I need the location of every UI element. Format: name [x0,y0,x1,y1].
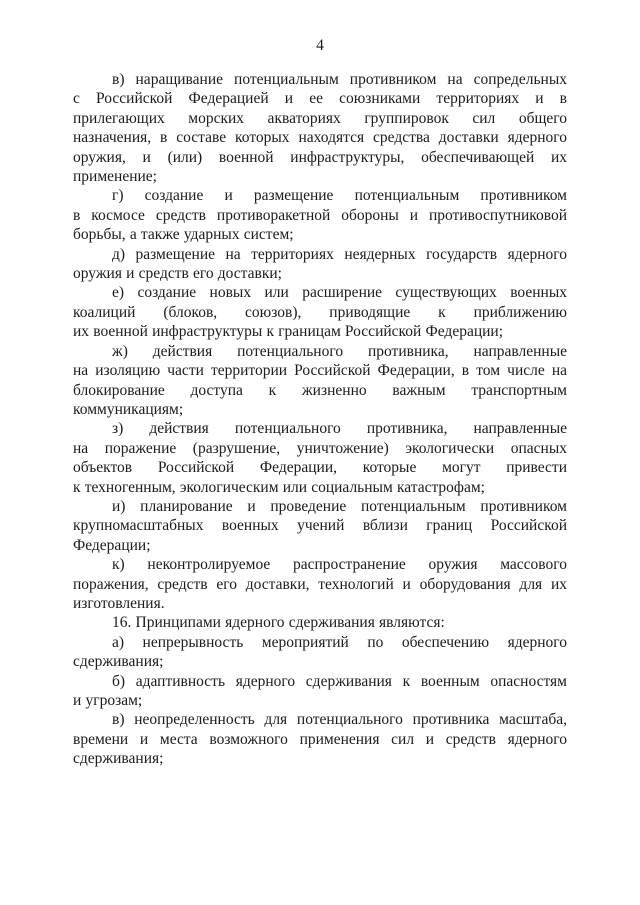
text-line: борьбы, а также ударных систем; [73,226,294,244]
text-line: а) непрерывность мероприятий по обеспечению ядерного [112,633,567,651]
text-line: времени и места возможного применения сил и средств ядерного [73,730,567,748]
paragraph [73,283,567,341]
page-number: 4 [316,37,324,54]
text-line: с Российской Федерацией и ее союзниками территориях и в [73,90,567,108]
text-line: блокирование доступа к жизненно важным транспортным [73,381,567,399]
text-line: применение; [73,168,157,186]
text-line: в космосе средств противоракетной обороны и противоспутниковой [73,206,567,224]
text-line: в) неопределенность для потенциального противника масштаба, [112,711,567,729]
text-line: з) действия потенциального противника, направленные [112,420,567,438]
text-line: на изоляцию части территории Российской Федерации, в том числе на [73,362,567,380]
text-line: крупномасштабных военных учений вблизи границ Российской [73,517,567,535]
paragraph [73,419,567,497]
text-line: и) планирование и проведение потенциальным противником [112,497,567,515]
text-line: д) размещение на территориях неядерных государств ядерного [112,245,567,263]
paragraph [73,555,567,613]
text-line: сдерживания; [73,653,164,671]
text-line: их военной инфраструктуры к границам Российской Федерации; [73,323,504,341]
text-line: е) создание новых или расширение существующих военных [112,284,567,302]
text-line: Федерации; [73,536,151,554]
paragraph [73,497,567,555]
text-line: к техногенным, экологическим или социальным катастрофам; [73,478,485,496]
text-line: изготовления. [73,594,165,612]
text-line: г) создание и размещение потенциальным противником [112,187,567,205]
paragraph [73,633,567,672]
text-line: на поражение (разрушение, уничтожение) экологически опасных [73,439,567,457]
paragraph [73,710,567,768]
paragraph [73,613,567,632]
text-line: в) наращивание потенциальным противником на сопредельных [112,71,567,88]
paragraph [73,342,567,420]
paragraph [73,245,567,284]
text-line: сдерживания; [73,750,164,768]
text-line: поражения, средств его доставки, технологий и оборудования для их [73,575,567,593]
text-line: объектов Российской Федерации, которые могут привести [73,459,567,477]
paragraph [73,186,567,244]
text-line: оружия, и (или) военной инфраструктуры, обеспечивающей их [73,148,567,166]
paragraph [73,672,567,711]
text-line: коммуникациям; [73,400,184,418]
text-line: 16. Принципами ядерного сдерживания являются: [112,614,445,632]
text-line: б) адаптивность ядерного сдерживания к военным опасностям [112,672,567,690]
text-line: и угрозам; [73,692,143,709]
paragraph [73,70,567,186]
text-line: оружия и средств его доставки; [73,265,282,283]
document-body [73,70,567,769]
text-line: к) неконтролируемое распространение оружия массового [112,556,567,574]
text-line: ж) действия потенциального противника, направленные [112,342,567,360]
text-line: прилегающих морских акваториях группировок сил общего [73,109,567,127]
text-line: назначения, в составе которых находятся средства доставки ядерного [73,129,567,147]
text-line: коалиций (блоков, союзов), приводящие к приближению [73,303,567,321]
